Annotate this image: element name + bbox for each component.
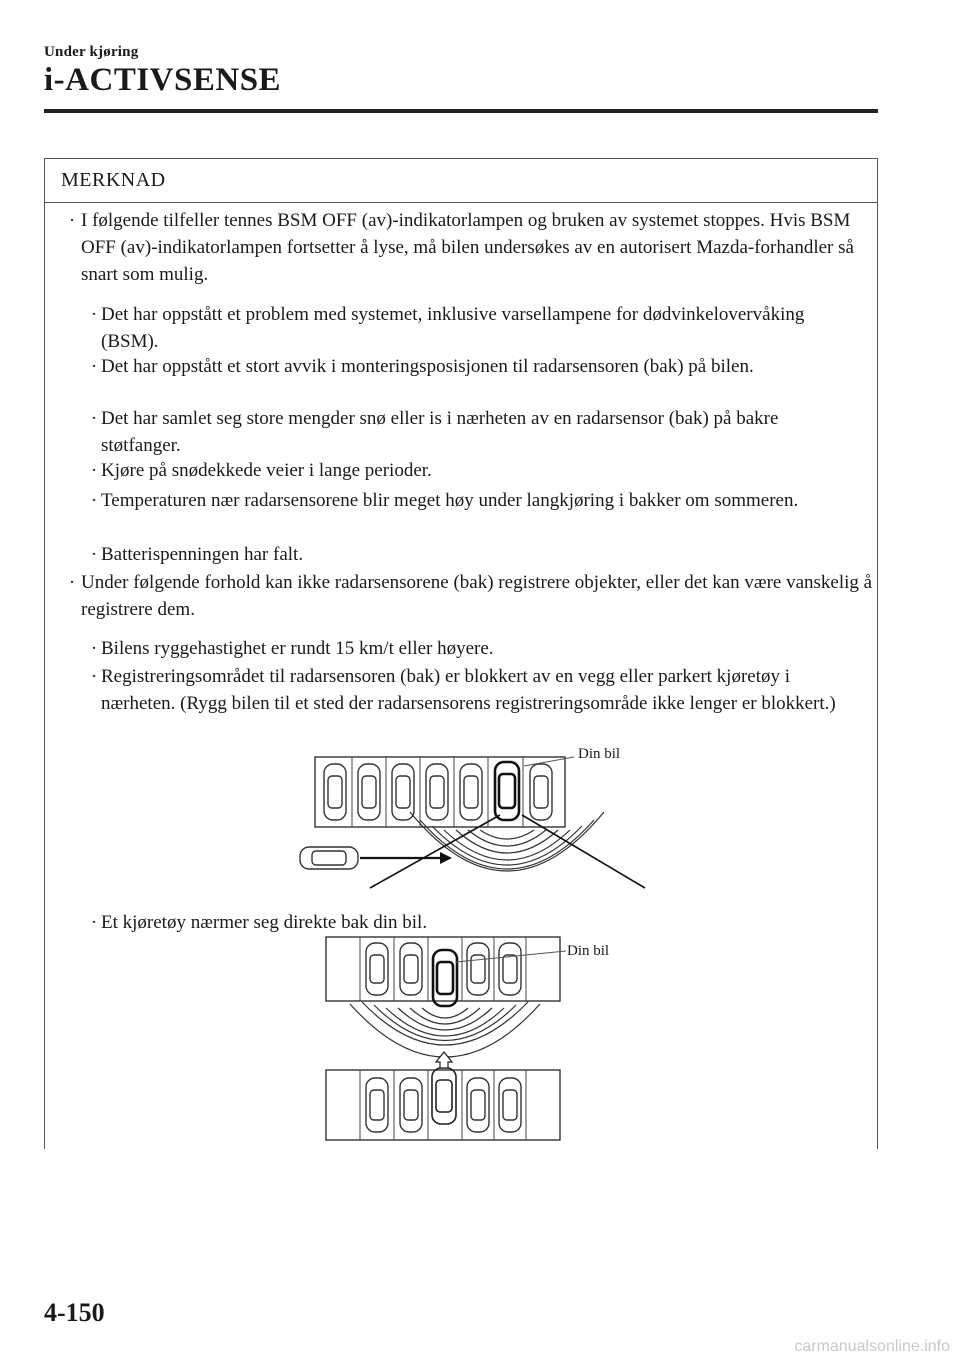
bullet-dot: · bbox=[90, 460, 98, 481]
note-box bbox=[44, 158, 878, 1149]
sub-bullet-text: Temperaturen nær radarsensorene blir meget høy under langkjøring i bakker om sommeren. bbox=[101, 490, 799, 511]
bullet-dot: · bbox=[90, 638, 98, 659]
bullet-dot: · bbox=[90, 408, 98, 429]
sub-bullet bbox=[87, 541, 861, 568]
note-heading: MERKNAD bbox=[45, 159, 877, 203]
sub-bullet bbox=[87, 353, 861, 380]
sub-bullet bbox=[87, 487, 861, 514]
figure1-caption: Din bil bbox=[578, 746, 621, 762]
bullet-dot: · bbox=[90, 490, 98, 511]
watermark: carmanualsonline.info bbox=[794, 1338, 950, 1355]
bullet-radar-limits bbox=[65, 569, 881, 623]
bullet-dot: · bbox=[90, 544, 98, 565]
bullet-text: I følgende tilfeller tennes BSM OFF (av)-indikatorlampen og bruken av systemet stoppes. Hvis BSM OFF (av)-indikatorlampen fortsetter å lyse, må bilen undersøkes av en autorisert Mazda-forhandler så snart som mulig. bbox=[81, 210, 854, 285]
page-title: i-ACTIVSENSE bbox=[44, 62, 282, 98]
bullet-dot: · bbox=[90, 304, 98, 325]
sub-bullet-text: Det har oppstått et problem med systemet, inklusive varsellampene for dødvinkelovervåking (BSM). bbox=[101, 304, 805, 352]
bullet-dot: · bbox=[90, 912, 98, 933]
sub-bullet bbox=[87, 457, 861, 484]
bullet-text: Under følgende forhold kan ikke radarsensorene (bak) registrere objekter, eller det kan være vanskelig å registrere dem. bbox=[81, 572, 873, 620]
bullet-dot: · bbox=[68, 210, 76, 231]
bullet-dot: · bbox=[90, 356, 98, 377]
sub-bullet bbox=[87, 301, 861, 355]
sub-bullet bbox=[87, 909, 861, 936]
sub-bullet-text: Batterispenningen har falt. bbox=[101, 544, 304, 565]
figure2-caption: Din bil bbox=[567, 943, 610, 959]
bullet-dot: · bbox=[68, 572, 76, 593]
sub-bullet-text: Registreringsområdet til radarsensoren (bak) er blokkert av en vegg eller parkert kjøretøy i nærheten. (Rygg bilen til et sted der radarsensorens registreringsområde ikke lenger er blokkert.) bbox=[101, 666, 836, 714]
sub-bullet-text: Bilens ryggehastighet er rundt 15 km/t eller høyere. bbox=[101, 638, 494, 659]
sub-bullet bbox=[87, 663, 861, 717]
sub-bullet bbox=[87, 405, 861, 459]
bullet-bsm-off bbox=[65, 207, 881, 288]
sub-bullet-text: Kjøre på snødekkede veier i lange perioder. bbox=[101, 460, 432, 481]
sub-bullet-text: Det har oppstått et stort avvik i monteringsposisjonen til radarsensoren (bak) på bilen. bbox=[101, 356, 754, 377]
title-rule bbox=[44, 109, 878, 113]
section-label: Under kjøring bbox=[44, 44, 139, 60]
sub-bullet-text: Det har samlet seg store mengder snø eller is i nærheten av en radarsensor (bak) på bakre støtfanger. bbox=[101, 408, 779, 456]
bullet-dot: · bbox=[90, 666, 98, 687]
sub-bullet-text: Et kjøretøy nærmer seg direkte bak din bil. bbox=[101, 912, 428, 933]
sub-bullet bbox=[87, 635, 861, 662]
page-number: 4-150 bbox=[44, 1298, 105, 1327]
